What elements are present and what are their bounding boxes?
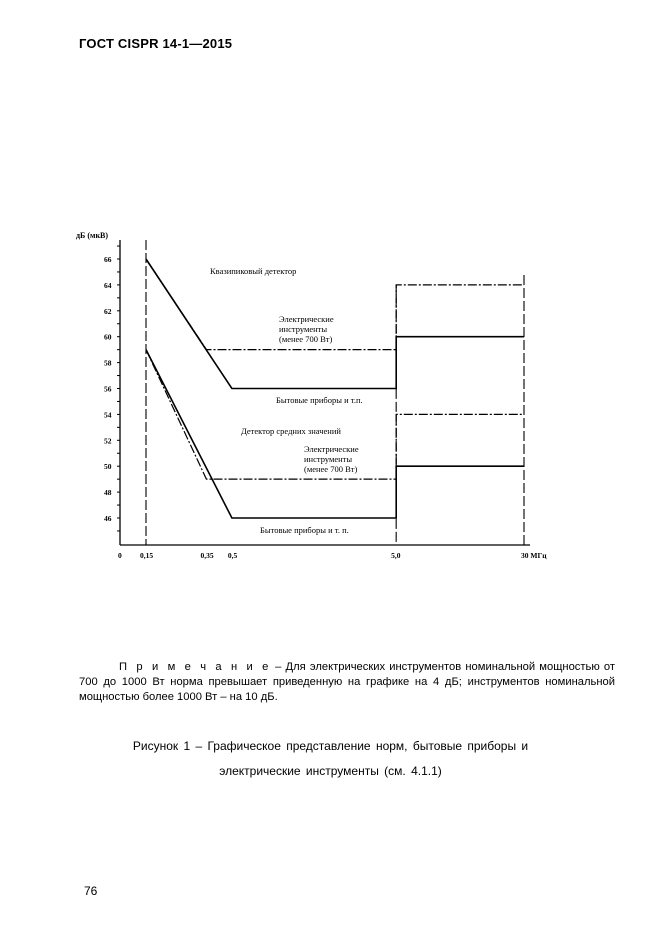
annotation-quasi-peak: Квазипиковый детектор (210, 266, 297, 276)
document-header: ГОСТ CISPR 14-1—2015 (79, 36, 233, 51)
annotation-household-qp: Бытовые приборы и т.п. (276, 395, 363, 405)
figure-caption-line1: Рисунок 1 – Графическое представление норм, бытовые приборы и (132, 739, 529, 753)
y-tick-label: 62 (104, 306, 112, 316)
x-tick-label: 5,0 (391, 551, 401, 560)
y-axis-label: дБ (мкВ) (76, 231, 109, 240)
y-tick-label: 64 (104, 280, 112, 290)
annotation-tools-avg-1: Электрические (304, 444, 359, 454)
page-number: 76 (84, 884, 98, 898)
series-lines (146, 259, 524, 518)
note-paragraph (79, 660, 615, 705)
figure-caption-line2: электрические инструменты (см. 4.1.1) (219, 764, 442, 778)
x-tick-label: 0,5 (227, 551, 238, 560)
y-tick-label: 66 (104, 255, 112, 264)
annotation-average: Детектор средних значений (241, 426, 341, 436)
y-tick-label: 56 (104, 384, 112, 394)
annotation-tools-qp-3: (менее 700 Вт) (279, 334, 333, 344)
y-tick-label: 50 (104, 462, 112, 472)
note-label: П р и м е ч а н и е (119, 661, 271, 673)
y-tick-label: 60 (104, 332, 112, 342)
y-tick-label: 48 (104, 488, 112, 498)
annotation-tools-avg-2: инструменты (304, 454, 353, 464)
series-line-1 (146, 259, 524, 389)
y-tick-label: 52 (104, 436, 112, 446)
x-tick-label: 30 МГц (521, 551, 547, 560)
annotation-tools-avg-3: (менее 700 Вт) (304, 464, 358, 474)
y-ticks (104, 246, 120, 531)
annotation-household-avg: Бытовые приборы и т. п. (260, 525, 349, 535)
note-text: – Для электрических инструментов номинальной мощностью от 700 до 1000 Вт норма превышает приведенную на графике на 4 дБ; инструментов номинальной мощностью более 1000 Вт – на 10 дБ. (79, 661, 616, 703)
x-tick-label: 0 (118, 551, 122, 560)
y-tick-label: 46 (104, 514, 112, 523)
x-tick-label: 0,15 (140, 551, 154, 560)
annotation-tools-qp-1: Электрические (279, 314, 334, 324)
chart-axes (120, 240, 530, 545)
vertical-guides (146, 240, 524, 545)
annotation-tools-qp-2: инструменты (279, 324, 328, 334)
x-ticks (118, 551, 547, 560)
y-tick-label: 54 (104, 410, 112, 420)
y-tick-label: 58 (104, 358, 112, 368)
x-tick-label: 0,35 (200, 551, 214, 560)
